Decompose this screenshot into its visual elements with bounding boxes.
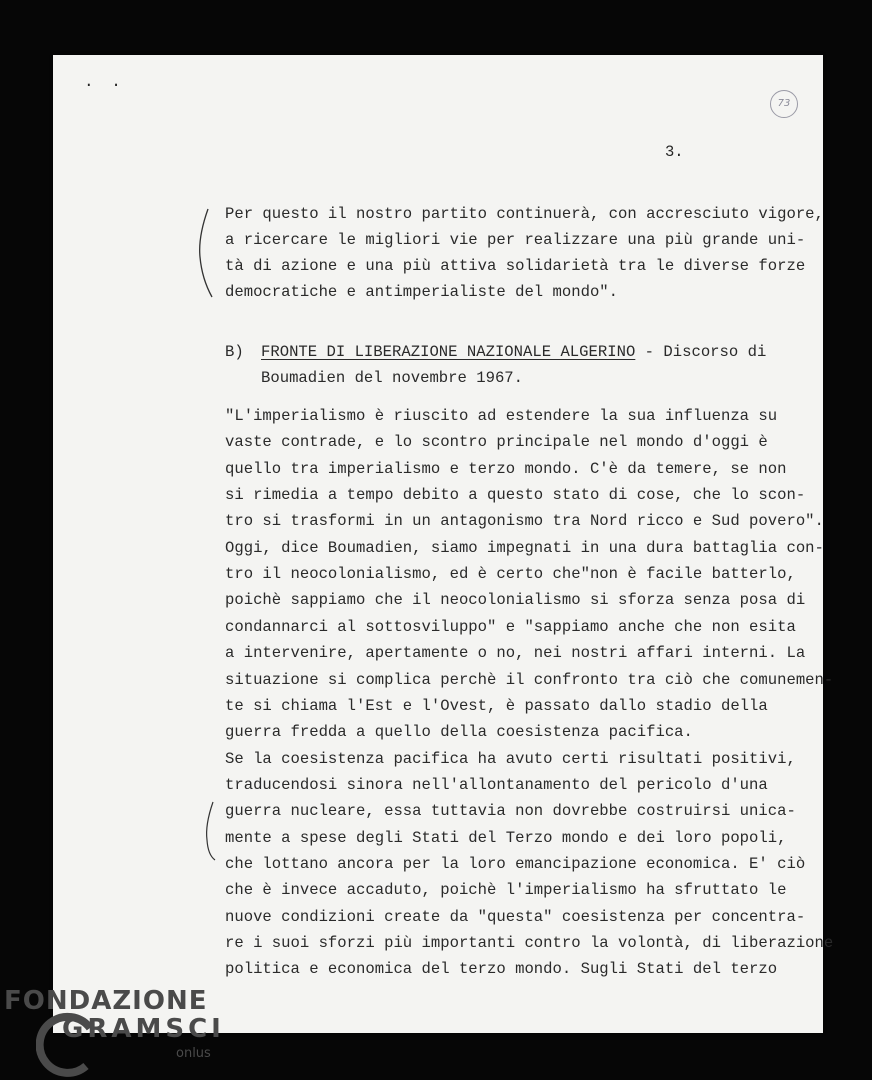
- text-line: a intervenire, apertamente o no, nei nostri affari interni. La: [225, 644, 806, 663]
- text-line: mente a spese degli Stati del Terzo mondo e dei loro popoli,: [225, 828, 787, 847]
- text-line: si rimedia a tempo debito a questo stato di cose, che lo scon-: [225, 486, 806, 505]
- text-line: tà di azione e una più attiva solidarietà tra le diverse forze: [225, 257, 806, 275]
- text-line: democratiche e antimperialiste del mondo".: [225, 283, 619, 301]
- text-line: guerra nucleare, essa tuttavia non dovrebbe costruirsi unica-: [225, 802, 796, 821]
- margin-bracket-icon: [203, 800, 219, 862]
- section-heading: [261, 339, 766, 365]
- text-line: te si chiama l'Est e l'Ovest, è passato dallo stadio della: [225, 696, 768, 715]
- text-line: tro si trasformi in un antagonismo tra Nord ricco e Sud povero".: [225, 512, 824, 531]
- corner-dots: . .: [84, 73, 125, 91]
- text-line: a ricercare le migliori vie per realizzare una più grande uni-: [225, 231, 806, 249]
- text-line: traducendosi sinora nell'allontanamento del pericolo d'una: [225, 775, 768, 794]
- text-line: situazione si complica perchè il confronto tra ciò che comunemen-: [225, 670, 834, 689]
- text-line: politica e economica del terzo mondo. Sugli Stati del terzo: [225, 960, 778, 979]
- text-line: re i suoi sforzi più importanti contro la volontà, di liberazione: [225, 934, 834, 952]
- text-line: vaste contrade, e lo scontro principale nel mondo d'oggi è: [225, 433, 768, 452]
- document-page: [53, 55, 834, 1033]
- text-line: "L'imperialismo è riuscito ad estendere la sua influenza su: [225, 407, 778, 425]
- margin-bracket-icon: [196, 207, 216, 299]
- text-line: Oggi, dice Boumadien, siamo impegnati in una dura battaglia con-: [225, 538, 824, 557]
- watermark-line3: onlus: [176, 1046, 211, 1061]
- text-line: nuove condizioni create da "questa" coesistenza per concentra-: [225, 907, 806, 926]
- page-number: 3.: [665, 143, 684, 161]
- watermark-line1: FONDAZIONE: [4, 986, 208, 1016]
- section-heading-title: FRONTE DI LIBERAZIONE NAZIONALE ALGERINO: [261, 343, 636, 361]
- text-line: quello tra imperialismo e terzo mondo. C'è da temere, se non: [225, 459, 787, 478]
- text-line: che è invece accaduto, poichè l'imperialismo ha sfruttato le: [225, 881, 787, 900]
- text-line: condannarci al sottosviluppo" e "sappiamo anche che non esita: [225, 617, 796, 636]
- text-line: tro il neocolonialismo, ed è certo che"non è facile batterlo,: [225, 565, 796, 584]
- watermark-line2: GRAMSCI: [62, 1014, 225, 1044]
- watermark-logo: [4, 986, 234, 1076]
- section-label: B): [225, 343, 244, 361]
- text-line: Se la coesistenza pacifica ha avuto certi risultati positivi,: [225, 749, 796, 768]
- text-line: Per questo il nostro partito continuerà, con accresciuto vigore,: [225, 205, 824, 223]
- text-line: poichè sappiamo che il neocolonialismo si sforza senza posa di: [225, 591, 806, 610]
- text-line: che lottano ancora per la loro emancipazione economica. E' ciò: [225, 854, 806, 873]
- section-heading-rest: - Discorso di: [635, 343, 767, 361]
- text-line: guerra fredda a quello della coesistenza pacifica.: [225, 723, 693, 742]
- archive-number-stamp: 73: [770, 90, 798, 118]
- section-heading-line2: Boumadien del novembre 1967.: [261, 369, 524, 387]
